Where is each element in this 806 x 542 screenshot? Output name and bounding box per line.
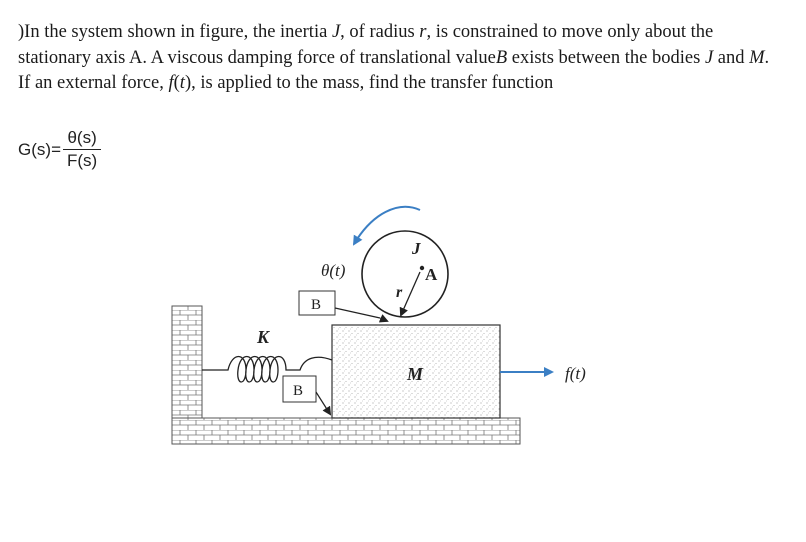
- formula-denominator: F(s): [67, 151, 98, 170]
- axis-dot: [420, 266, 424, 270]
- label-M: M: [407, 364, 424, 384]
- label-r: r: [396, 284, 403, 301]
- formula-lhs: G: [18, 139, 32, 159]
- wall: [172, 306, 202, 418]
- label-B-bottom: B: [293, 383, 304, 399]
- label-B-top: B: [311, 297, 322, 313]
- problem-marker: ): [18, 22, 25, 42]
- formula-numerator: θ(s): [63, 128, 100, 150]
- label-K: K: [257, 327, 270, 347]
- label-force: f(t): [565, 364, 586, 383]
- label-J: J: [412, 239, 421, 258]
- formula-equals: =: [51, 139, 61, 159]
- problem-statement: )In the system shown in figure, the inertia J, of radius r, is constrained to move only about the stationary axis A. A viscous damping force of translational valueB exists between the bodies J and M. If an external force, f(t), is applied to the mass, find the transfer function: [18, 22, 770, 93]
- damper-top-line: [335, 308, 380, 318]
- ground-base: [172, 418, 520, 444]
- label-A: A: [425, 265, 438, 284]
- label-theta: θ(t): [321, 261, 346, 280]
- damper-top-arrow: [380, 318, 387, 321]
- damper-bottom-arrow: [316, 392, 330, 414]
- formula-lhs-arg: (s): [31, 139, 52, 159]
